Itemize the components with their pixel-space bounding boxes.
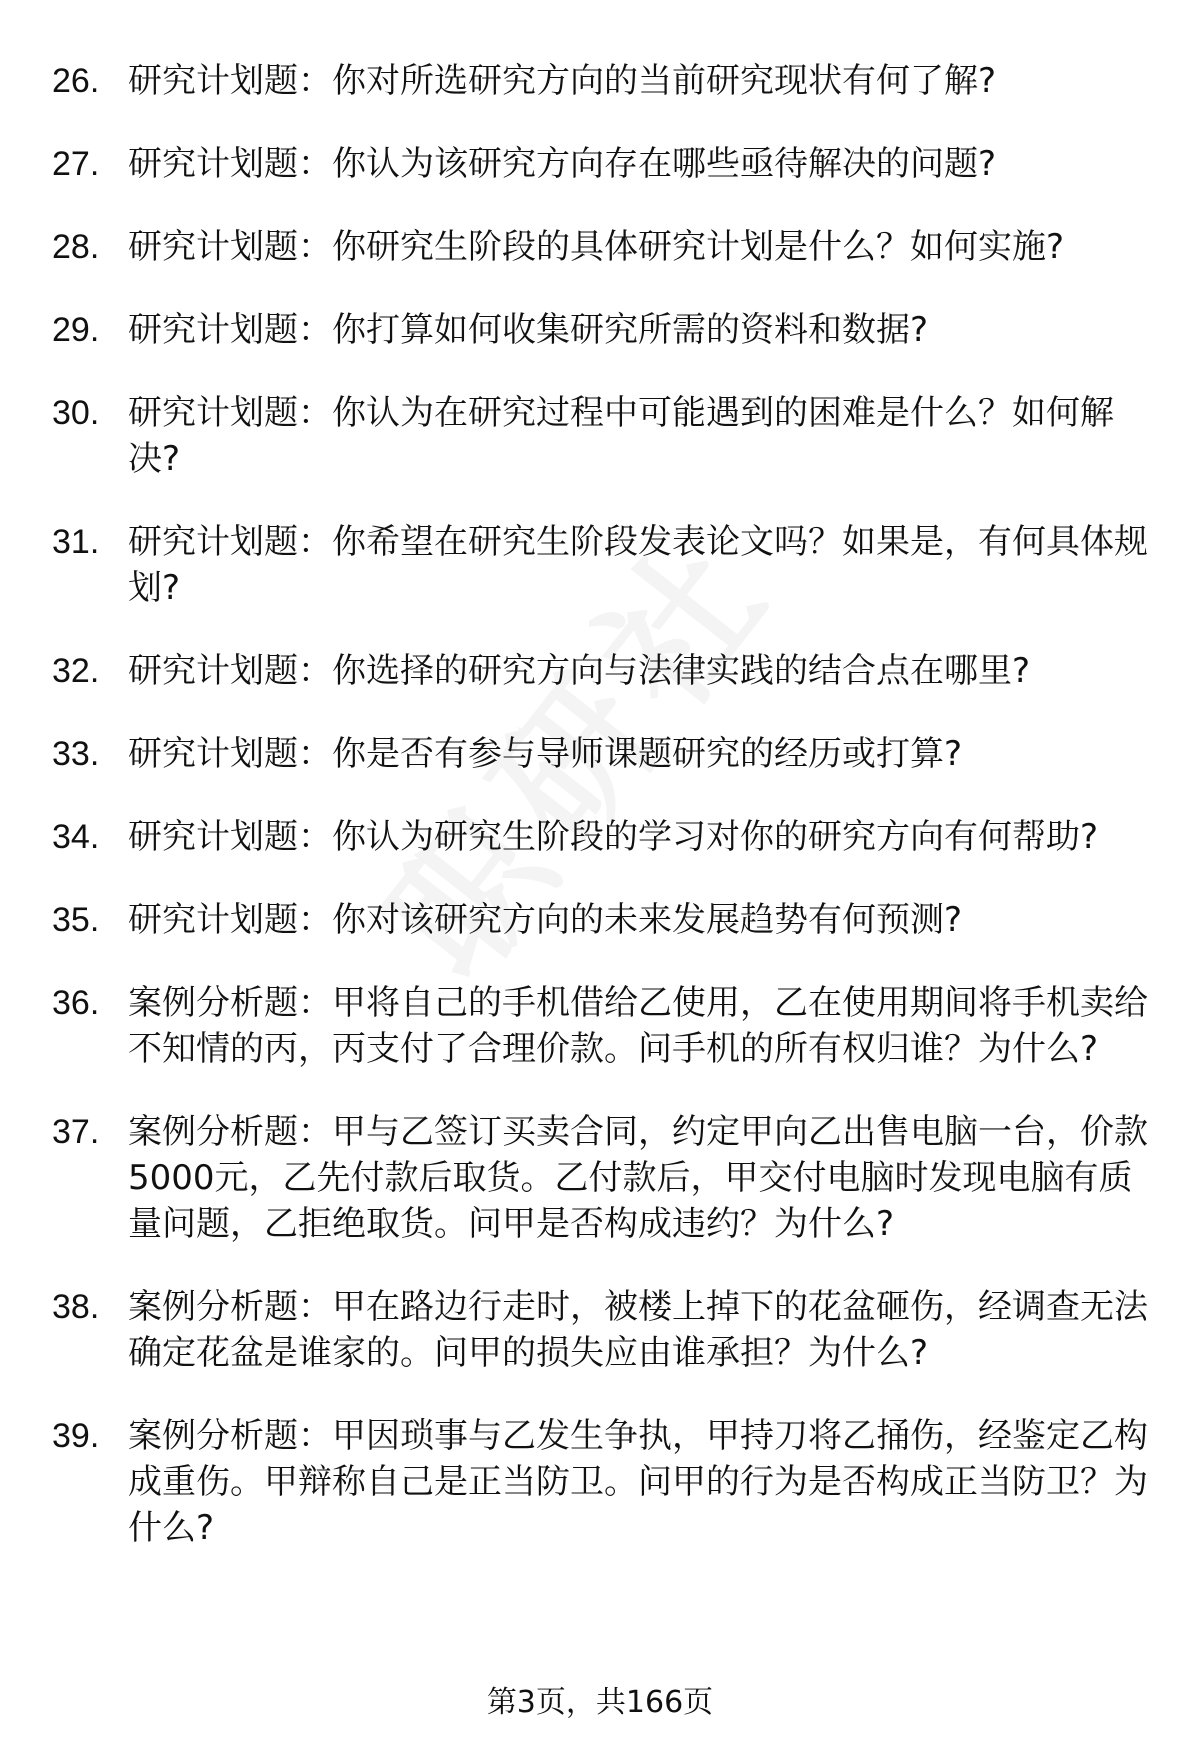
question-text: 案例分析题：甲在路边行走时，被楼上掉下的花盆砸伤，经调查无法确定花盆是谁家的。问甲的损失应由谁承担？为什么?	[128, 1287, 1148, 1373]
page-footer: 第3页，共166页	[486, 1685, 714, 1720]
question-number: 36.	[52, 984, 100, 1022]
question-text: 研究计划题：你认为在研究过程中可能遇到的困难是什么？如何解决?	[128, 393, 1114, 479]
question-number: 31.	[52, 523, 100, 561]
question-text: 研究计划题：你对所选研究方向的当前研究现状有何了解?	[128, 61, 997, 101]
question-number: 35.	[52, 901, 100, 939]
question-item	[52, 1109, 1162, 1247]
question-item	[52, 814, 1162, 860]
question-text: 研究计划题：你打算如何收集研究所需的资料和数据?	[128, 310, 929, 350]
question-number: 32.	[52, 652, 100, 690]
question-item	[52, 307, 1162, 353]
question-text: 案例分析题：甲因琐事与乙发生争执，甲持刀将乙捅伤，经鉴定乙构成重伤。甲辩称自己是正当防卫。问甲的行为是否构成正当防卫？为什么?	[128, 1416, 1148, 1548]
question-text: 研究计划题：你对该研究方向的未来发展趋势有何预测?	[128, 900, 963, 940]
question-item	[52, 897, 1162, 943]
question-number: 39.	[52, 1417, 100, 1455]
question-item	[52, 519, 1162, 611]
question-text: 研究计划题：你认为该研究方向存在哪些亟待解决的问题?	[128, 144, 997, 184]
question-text: 研究计划题：你研究生阶段的具体研究计划是什么？如何实施?	[128, 227, 1065, 267]
question-item	[52, 58, 1162, 104]
question-item	[52, 648, 1162, 694]
question-number: 29.	[52, 311, 100, 349]
question-number: 37.	[52, 1113, 100, 1151]
question-list	[52, 58, 1162, 1588]
question-number: 28.	[52, 228, 100, 266]
question-item	[52, 390, 1162, 482]
question-number: 26.	[52, 62, 100, 100]
question-item	[52, 141, 1162, 187]
question-item	[52, 1413, 1162, 1551]
question-number: 30.	[52, 394, 100, 432]
question-text: 研究计划题：你认为研究生阶段的学习对你的研究方向有何帮助?	[128, 817, 1099, 857]
question-text: 案例分析题：甲将自己的手机借给乙使用，乙在使用期间将手机卖给不知情的丙，丙支付了合理价款。问手机的所有权归谁？为什么?	[128, 983, 1148, 1069]
question-number: 38.	[52, 1288, 100, 1326]
question-text: 研究计划题：你希望在研究生阶段发表论文吗？如果是，有何具体规划?	[128, 522, 1148, 608]
question-item	[52, 224, 1162, 270]
question-number: 34.	[52, 818, 100, 856]
question-number: 33.	[52, 735, 100, 773]
question-number: 27.	[52, 145, 100, 183]
question-item	[52, 980, 1162, 1072]
question-item	[52, 1284, 1162, 1376]
question-text: 案例分析题：甲与乙签订买卖合同，约定甲向乙出售电脑一台，价款5000元，乙先付款后取货。乙付款后，甲交付电脑时发现电脑有质量问题，乙拒绝取货。问甲是否构成违约？为什么?	[128, 1112, 1148, 1244]
question-item	[52, 731, 1162, 777]
question-text: 研究计划题：你是否有参与导师课题研究的经历或打算?	[128, 734, 963, 774]
question-text: 研究计划题：你选择的研究方向与法律实践的结合点在哪里?	[128, 651, 1031, 691]
